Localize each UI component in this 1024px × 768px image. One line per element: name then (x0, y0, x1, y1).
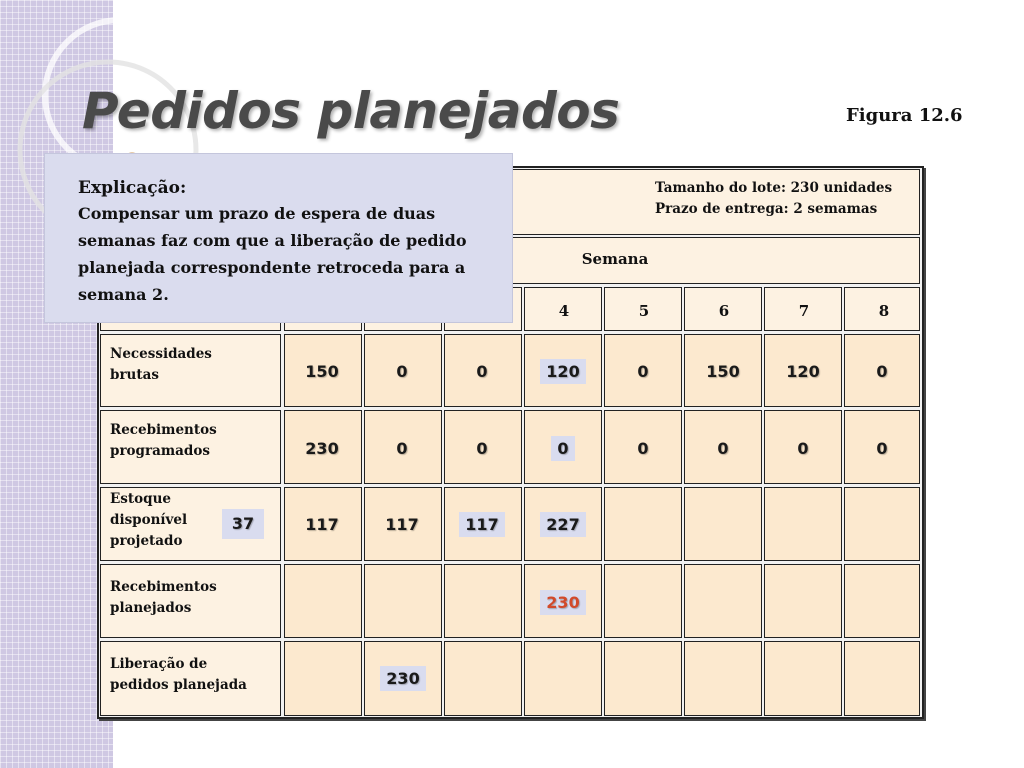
gross-value: 120 (786, 362, 820, 381)
table-cell (604, 564, 682, 638)
scheduled-value: 0 (717, 439, 729, 458)
lead-time-text: Prazo de entrega: 2 semamas (655, 201, 878, 217)
inventory-value: 117 (385, 515, 419, 534)
table-cell (764, 487, 842, 561)
slide-title: Pedidos planejados (82, 82, 620, 140)
inventory-value: 117 (305, 515, 339, 534)
week-number: 7 (798, 302, 810, 320)
table-cell (444, 564, 522, 638)
week-number: 4 (558, 302, 570, 320)
figure-label: Figura 12.6 (846, 105, 963, 126)
week-number: 8 (878, 302, 890, 320)
table-cell (444, 641, 522, 716)
scheduled-value: 230 (305, 439, 339, 458)
planned-receipt-value: 230 (523, 590, 603, 615)
lot-size-text: Tamanho do lote: 230 unidades (655, 180, 893, 196)
gross-value: 150 (305, 362, 339, 381)
gross-value: 0 (876, 362, 888, 381)
table-cell (284, 564, 362, 638)
table-cell (604, 487, 682, 561)
table-cell (684, 564, 762, 638)
week-number: 6 (718, 302, 730, 320)
explanation-heading: Explicação: (78, 178, 187, 198)
gross-value: 0 (637, 362, 649, 381)
table-cell (764, 641, 842, 716)
row-label-projected-inventory: Estoque disponível projetado (110, 491, 188, 549)
row-label-gross-requirements: Necessidades brutas (110, 346, 212, 383)
table-cell (684, 641, 762, 716)
inventory-value-highlighted: 227 (523, 512, 603, 537)
table-cell (604, 641, 682, 716)
scheduled-value: 0 (876, 439, 888, 458)
table-cell (524, 641, 602, 716)
scheduled-value-highlighted: 0 (523, 436, 603, 461)
table-cell (364, 564, 442, 638)
planned-release-value: 230 (363, 666, 443, 691)
table-cell (764, 564, 842, 638)
table-cell (684, 487, 762, 561)
scheduled-value: 0 (637, 439, 649, 458)
scheduled-value: 0 (476, 439, 488, 458)
row-label-scheduled-receipts: Recebimentos programados (110, 422, 217, 459)
explanation-box (44, 153, 513, 323)
table-cell (844, 564, 920, 638)
initial-inventory-value: 37 (222, 509, 264, 539)
scheduled-value: 0 (396, 439, 408, 458)
explanation-text: Compensar um prazo de espera de duas semanas faz com que a liberação de pedido planejada correspondente retroceda para a semana 2. (78, 204, 467, 304)
table-cell (844, 641, 920, 716)
week-number: 5 (638, 302, 650, 320)
row-label-planned-receipts: Recebimentos planejados (110, 579, 217, 616)
gross-value: 0 (476, 362, 488, 381)
scheduled-value: 0 (797, 439, 809, 458)
week-header: Semana (581, 250, 649, 268)
lot-info (655, 178, 915, 220)
gross-value: 150 (706, 362, 740, 381)
gross-value-highlighted: 120 (523, 359, 603, 384)
table-cell (844, 487, 920, 561)
gross-value: 0 (396, 362, 408, 381)
row-label-planned-release: Liberação de pedidos planejada (110, 656, 247, 693)
table-cell (284, 641, 362, 716)
inventory-value-highlighted: 117 (442, 512, 522, 537)
